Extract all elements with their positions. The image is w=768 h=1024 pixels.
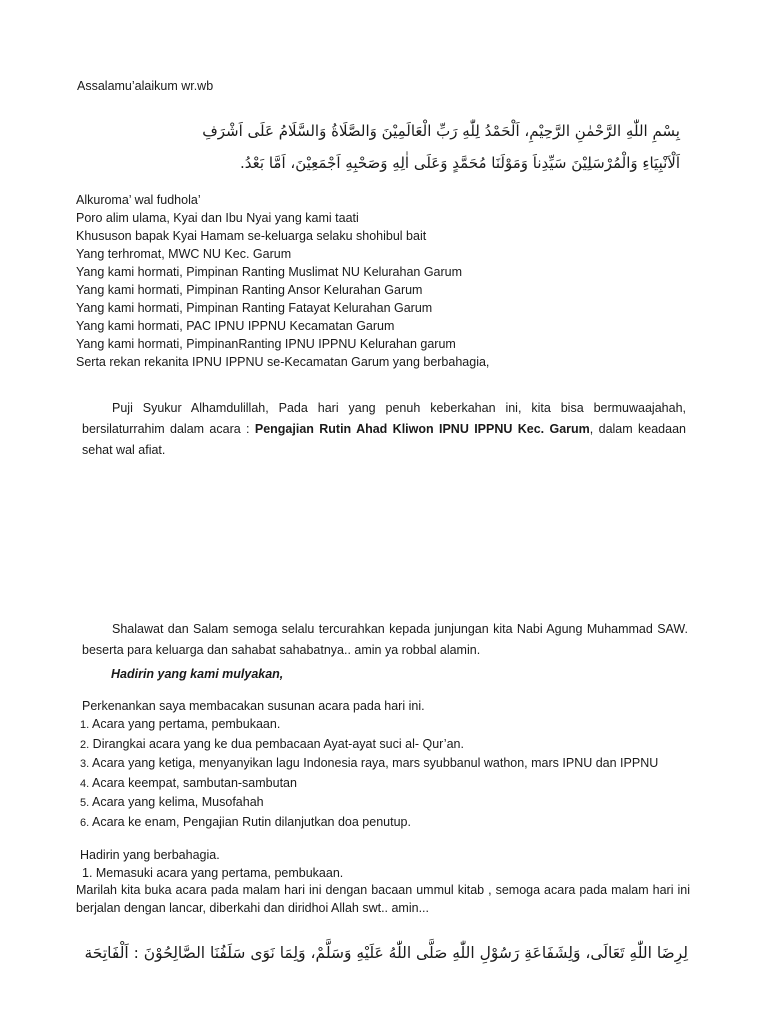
marilah-paragraph: Marilah kita buka acara pada malam hari ini dengan bacaan ummul kitab , semoga acara pada malam hari ini berjalan dengan lancar, diberkahi dan diridhoi Allah swt.. amin... — [76, 883, 690, 915]
salutation-line: Alkuroma’ wal fudhola’ — [76, 193, 201, 207]
salutation-line: Poro alim ulama, Kyai dan Ibu Nyai yang kami taati — [76, 211, 359, 225]
acara-item: 5. Acara yang kelima, Musofahah — [80, 795, 264, 809]
puji-paragraph — [82, 398, 686, 461]
acara-item: 2. Dirangkai acara yang ke dua pembacaan Ayat-ayat suci al- Qur’an. — [80, 736, 464, 751]
hadirin-mulya-heading: Hadirin yang kami mulyakan, — [111, 667, 284, 681]
salutation-line: Yang kami hormati, Pimpinan Ranting Muslimat NU Kelurahan Garum — [76, 265, 463, 279]
salutation-line: Yang kami hormati, Pimpinan Ranting Fatayat Kelurahan Garum — [76, 301, 433, 315]
salutation-list — [76, 191, 489, 371]
memasuki-acara: 1. Memasuki acara yang pertama, pembukaan. — [82, 866, 344, 880]
acara-item: 3. Acara yang ketiga, menyanyikan lagu Indonesia raya, mars syubbanul wathon, mars IPNU dan IPPNU — [80, 756, 659, 770]
event-name: Pengajian Rutin Ahad Kliwon IPNU IPPNU Kec. Garum — [254, 422, 590, 436]
hadirin-bahagia: Hadirin yang berbahagia. — [80, 848, 220, 862]
salutation-line: Yang kami hormati, Pimpinan Ranting Ansor Kelurahan Garum — [76, 283, 423, 297]
salutation-line: Yang terhromat, MWC NU Kec. Garum — [76, 247, 292, 261]
arabic-opening-line-1: بِسْمِ اللّٰهِ الرَّحْمٰنِ الرَّحِيْمِ، اَلْحَمْدُ لِلّٰهِ رَبِّ الْعَالَمِيْنَ وَالصَّلَاةُ وَالسَّلَامُ عَلَى اَشْرَفِ — [202, 122, 680, 140]
acara-list — [80, 715, 658, 832]
salutation-line: Serta rekan rekanita IPNU IPPNU se-Kecamatan Garum yang berbahagia, — [76, 355, 490, 369]
arabic-opening-line-2: اَلْاَنْبِيَاءِ وَالْمُرْسَلِيْنَ سَيِّدِناَ وَمَوْلَنَا مُحَمَّدٍ وَعَلَى اٰلِهِ وَصَحْبِهِ اَجْمَعِيْنَ، اَمَّا بَعْدُ. — [240, 154, 680, 172]
acara-item: 6. Acara ke enam, Pengajian Rutin dilanjutkan doa penutup. — [80, 814, 411, 829]
puji-text: Puji Syukur Alhamdulillah, Pada hari yang penuh keberkahan ini, kita bisa bermuwaajahah, bersilaturrahim dalam acara : — [82, 401, 686, 436]
puji-text-end: , dalam keadaan sehat wal afiat. — [82, 422, 686, 457]
salutation-line: Khususon bapak Kyai Hamam se-keluarga selaku shohibul bait — [76, 229, 427, 243]
salutation-line: Yang kami hormati, PAC IPNU IPPNU Kecamatan Garum — [76, 319, 395, 333]
greeting: Assalamu’alaikum wr.wb — [77, 79, 214, 93]
salutation-line: Yang kami hormati, PimpinanRanting IPNU IPPNU Kelurahan garum — [76, 337, 456, 351]
acara-intro: Perkenankan saya membacakan susunan acara pada hari ini. — [82, 699, 425, 713]
arabic-closing: لِرِضَا اللّٰهِ تَعَالَى، وَلِشَفَاعَةِ رَسُوْلِ اللّٰهِ صَلَّى اللّٰهُ عَلَيْهِ وَسَلَّمْ، وَلِمَا نَوَى سَلَفُنَا الصَّالِحُوْنَ : اَلْفَاتِحَة — [84, 944, 688, 962]
acara-item: 1. Acara yang pertama, pembukaan. — [80, 717, 281, 731]
acara-item: 4. Acara keempat, sambutan-sambutan — [80, 775, 297, 790]
shalawat-paragraph: Shalawat dan Salam semoga selalu tercurahkan kepada junjungan kita Nabi Agung Muhammad SAW. beserta para keluarga dan sahabat sahabatnya.. amin ya robbal alamin. — [82, 622, 688, 657]
